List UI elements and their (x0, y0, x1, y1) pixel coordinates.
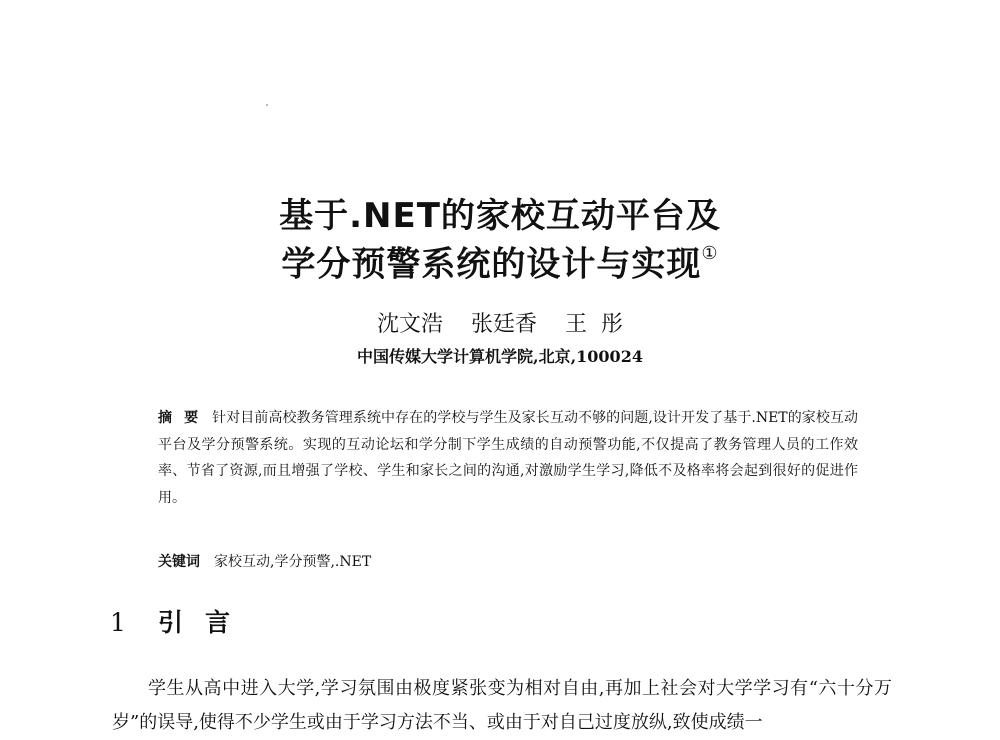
author-name: 张廷香 (471, 312, 538, 337)
section-number: 1 (110, 608, 126, 637)
author-name: 王 彤 (565, 312, 624, 337)
paper-title-line-2 (150, 238, 850, 284)
keywords-label: 关键词 (158, 554, 200, 570)
section-heading (110, 607, 252, 639)
author-list (150, 310, 850, 340)
scan-speck (266, 104, 268, 106)
section-title: 引言 (158, 608, 253, 637)
author-name: 沈文浩 (376, 312, 443, 337)
body-paragraph: 学生从高中进入大学,学习氛围由极度紧张变为相对自由,再加上社会对大学学习有“六十分万岁”的误导,使得不少学生或由于学习方法不当、或由于对自己过度放纵,致使成绩一 (112, 678, 892, 733)
abstract-text: 针对目前高校教务管理系统中存在的学校与学生及家长互动不够的问题,设计开发了基于.NET的家校互动平台及学分预警系统。实现的互动论坛和学分制下学生成绩的自动预警功能,不仅提高了教务管理人员的工作效率、节省了资源,而且增强了学校、学生和家长之间的沟通,对激励学生学习,降低不及格率将会起到很好的促进作用。 (158, 410, 859, 506)
footnote-mark: ① (701, 243, 719, 264)
affiliation: 中国传媒大学计算机学院,北京,100024 (357, 347, 643, 366)
keywords-text: 家校互动,学分预警,.NET (214, 554, 372, 570)
keywords (158, 550, 858, 574)
abstract-label: 摘要 (158, 410, 211, 426)
title-line-2-text: 学分预警系统的设计与实现 (281, 244, 702, 285)
abstract (158, 405, 858, 511)
paper-title-line-1 (150, 196, 850, 236)
title-line-1-text: 基于.NET的家校互动平台及 (279, 196, 721, 236)
